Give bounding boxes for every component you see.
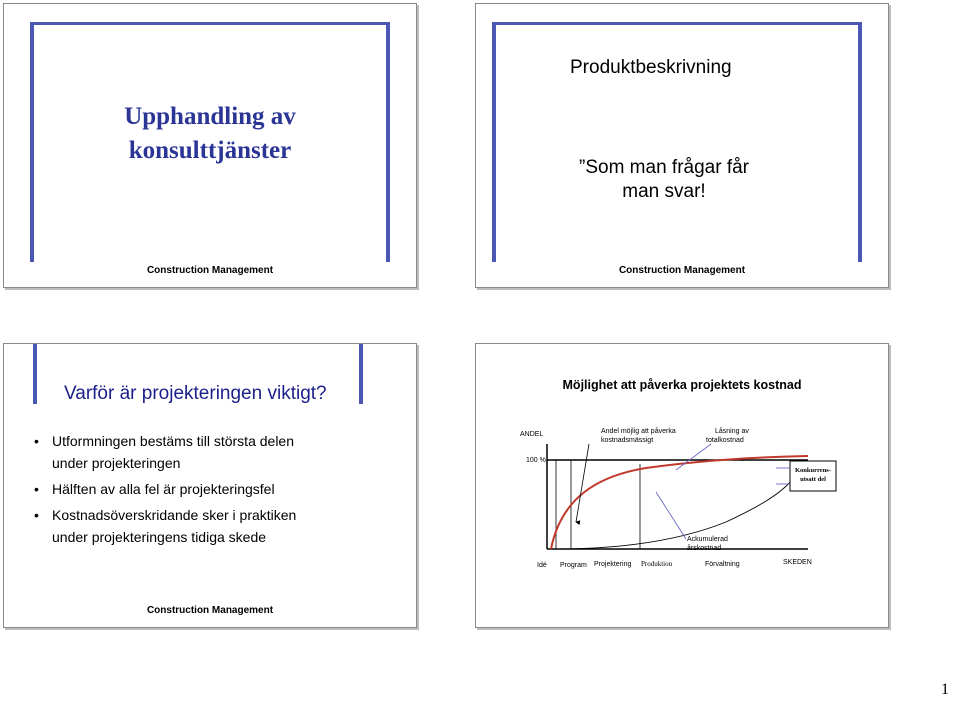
competition-label-2: utsatt del xyxy=(800,476,826,483)
accumulated-curve xyxy=(556,474,796,549)
y-tick-100: 100 % xyxy=(526,457,546,464)
acc-leader xyxy=(656,492,686,539)
bullet-dot: • xyxy=(34,433,39,449)
slide-1-title xyxy=(4,100,416,168)
slide-1-footer: Construction Management xyxy=(146,265,274,276)
cost-chart xyxy=(476,404,888,624)
slide-2-title: Produktbeskrivning xyxy=(570,57,732,78)
bullet-text-line1: Kostnadsöverskridande sker i praktiken xyxy=(52,507,297,523)
slide-2-quote xyxy=(564,156,764,204)
bullet-text-line2: under projekteringen xyxy=(52,455,181,471)
slide-2-quote-line2: man svar! xyxy=(622,181,706,202)
slide-3 xyxy=(3,343,417,628)
slide-1 xyxy=(3,3,417,288)
lock-label-1: Låsning av xyxy=(715,428,749,435)
bullet-dot: • xyxy=(34,507,39,523)
influence-label-1: Andel möjlig att påverka xyxy=(601,428,676,435)
slide-1-title-line2: konsulttjänster xyxy=(128,137,292,164)
slide-2-quote-line1: ”Som man frågar får xyxy=(579,157,749,178)
slide-3-footer: Construction Management xyxy=(146,605,274,616)
page-number: 1 xyxy=(941,681,949,698)
y-axis-label: ANDEL xyxy=(520,431,544,438)
slide-4 xyxy=(475,343,889,628)
phase-label-ide: Idé xyxy=(537,562,547,569)
phase-label-forvaltning: Förvaltning xyxy=(705,561,740,568)
slide-4-title: Möjlighet att påverka projektets kostnad xyxy=(562,378,802,392)
locking-curve xyxy=(551,456,808,549)
slide-3-bullets xyxy=(34,430,296,548)
bullet-item xyxy=(34,504,296,548)
competition-label-1: Konkurrens- xyxy=(795,467,831,474)
slide-2 xyxy=(475,3,889,288)
phase-label-produktion: Produktion xyxy=(641,560,673,568)
influence-label-2: kostnadsmässigt xyxy=(601,437,654,444)
bullet-item xyxy=(34,478,296,500)
bullet-text-line2: under projekteringens tidiga skede xyxy=(52,529,267,545)
acc-label-1: Ackumulerad xyxy=(687,536,728,543)
phase-label-program: Program xyxy=(560,562,587,569)
bullet-text-line1: Utformningen bestäms till största delen xyxy=(52,433,294,449)
lock-label-2: totalkostnad xyxy=(706,437,744,444)
influence-arrow xyxy=(576,444,589,522)
x-axis-label: SKEDEN xyxy=(783,559,812,566)
slide-3-title: Varför är projekteringen viktigt? xyxy=(64,383,327,404)
bullet-item xyxy=(34,430,296,474)
bullet-dot: • xyxy=(34,481,39,497)
lock-leader xyxy=(676,444,711,470)
acc-label-2: årskostnad xyxy=(687,545,722,552)
phase-label-projektering: Projektering xyxy=(594,561,632,568)
slide-1-title-line1: Upphandling av xyxy=(124,103,296,130)
bullet-text-line1: Hälften av alla fel är projekteringsfel xyxy=(52,481,275,497)
slide-2-footer: Construction Management xyxy=(618,265,746,276)
